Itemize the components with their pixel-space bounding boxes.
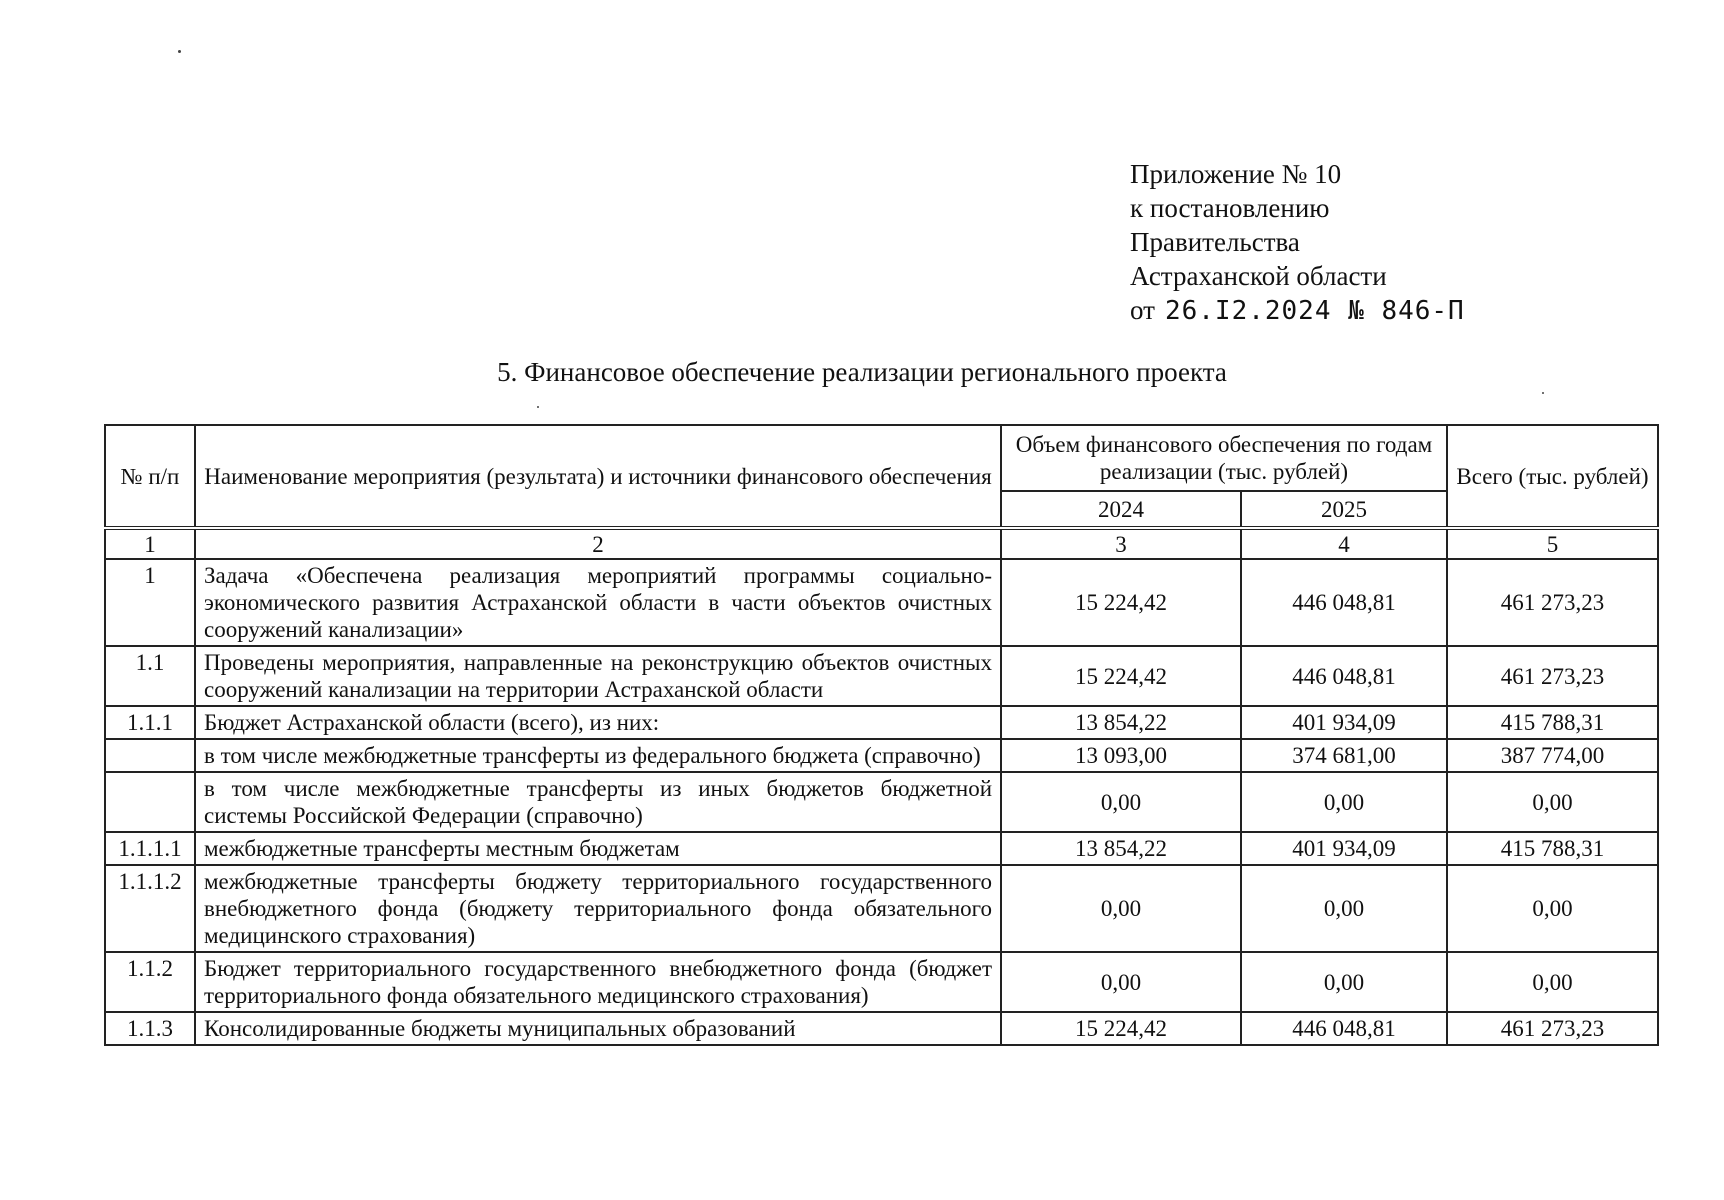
row-value-2025: 446 048,81 [1241, 559, 1447, 646]
row-name: Задача «Обеспечена реализация мероприятий программы социально-экономического развития Астраханской области в части объектов очистных сооружений канализации» [195, 559, 1001, 646]
row-total: 461 273,23 [1447, 1012, 1658, 1045]
appendix-line: Правительства [1130, 227, 1300, 257]
table-row [105, 646, 1658, 706]
header-volume: Объем финансового обеспечения по годам реализации (тыс. рублей) [1001, 425, 1447, 491]
row-total: 461 273,23 [1447, 559, 1658, 646]
column-index: 1 [105, 528, 195, 559]
row-number [105, 772, 195, 832]
header-year-2025: 2025 [1241, 491, 1447, 528]
scan-speck [1542, 392, 1544, 394]
table-row [105, 706, 1658, 739]
row-value-2025: 446 048,81 [1241, 646, 1447, 706]
row-name: Бюджет территориального государственного внебюджетного фонда (бюджет территориального фонда обязательного медицинского страхования) [195, 952, 1001, 1012]
column-index: 2 [195, 528, 1001, 559]
row-number: 1.1.2 [105, 952, 195, 1012]
row-value-2024: 13 093,00 [1001, 739, 1241, 772]
header-year-2024: 2024 [1001, 491, 1241, 528]
row-name: Консолидированные бюджеты муниципальных образований [195, 1012, 1001, 1045]
row-name: межбюджетные трансферты бюджету территориального государственного внебюджетного фонда (бюджету территориального фонда обязательного медицинского страхования) [195, 865, 1001, 952]
row-number: 1.1.1.1 [105, 832, 195, 865]
scan-speck [537, 406, 539, 408]
table-row [105, 865, 1658, 952]
header-total: Всего (тыс. рублей) [1447, 425, 1658, 528]
row-value-2025: 0,00 [1241, 952, 1447, 1012]
scan-speck [178, 50, 181, 53]
table-row [105, 739, 1658, 772]
row-total: 0,00 [1447, 772, 1658, 832]
appendix-block [1130, 157, 1465, 328]
row-name: Бюджет Астраханской области (всего), из них: [195, 706, 1001, 739]
row-number: 1 [105, 559, 195, 646]
row-value-2025: 0,00 [1241, 772, 1447, 832]
row-name: в том числе межбюджетные трансферты из иных бюджетов бюджетной системы Российской Федерации (справочно) [195, 772, 1001, 832]
row-number: 1.1 [105, 646, 195, 706]
row-name: Проведены мероприятия, направленные на реконструкцию объектов очистных сооружений канализации на территории Астраханской области [195, 646, 1001, 706]
row-name: в том числе межбюджетные трансферты из федерального бюджета (справочно) [195, 739, 1001, 772]
row-value-2024: 15 224,42 [1001, 559, 1241, 646]
row-value-2024: 0,00 [1001, 772, 1241, 832]
date-stamp: 26.I2.2024 № 846-П [1164, 296, 1465, 326]
row-total: 415 788,31 [1447, 706, 1658, 739]
row-value-2024: 13 854,22 [1001, 832, 1241, 865]
row-number: 1.1.1 [105, 706, 195, 739]
row-value-2024: 0,00 [1001, 952, 1241, 1012]
row-total: 387 774,00 [1447, 739, 1658, 772]
column-index: 4 [1241, 528, 1447, 559]
row-value-2025: 374 681,00 [1241, 739, 1447, 772]
table-row [105, 559, 1658, 646]
section-title: 5. Финансовое обеспечение реализации регионального проекта [497, 357, 1227, 387]
row-value-2024: 15 224,42 [1001, 646, 1241, 706]
row-value-2025: 446 048,81 [1241, 1012, 1447, 1045]
financing-table [104, 424, 1659, 1046]
row-total: 0,00 [1447, 952, 1658, 1012]
table-row [105, 772, 1658, 832]
header-name: Наименование мероприятия (результата) и источники финансового обеспечения [195, 425, 1001, 528]
table-row [105, 952, 1658, 1012]
row-number: 1.1.1.2 [105, 865, 195, 952]
header-num: № п/п [105, 425, 195, 528]
row-number: 1.1.3 [105, 1012, 195, 1045]
row-value-2025: 401 934,09 [1241, 706, 1447, 739]
row-name: межбюджетные трансферты местным бюджетам [195, 832, 1001, 865]
row-value-2024: 15 224,42 [1001, 1012, 1241, 1045]
table-row [105, 1012, 1658, 1045]
row-value-2024: 0,00 [1001, 865, 1241, 952]
row-total: 0,00 [1447, 865, 1658, 952]
appendix-line: к постановлению [1130, 193, 1330, 223]
appendix-line: Приложение № 10 [1130, 159, 1342, 189]
row-total: 415 788,31 [1447, 832, 1658, 865]
column-index: 3 [1001, 528, 1241, 559]
table-row [105, 832, 1658, 865]
row-value-2025: 401 934,09 [1241, 832, 1447, 865]
appendix-date [1130, 293, 1465, 328]
appendix-line: Астраханской области [1130, 261, 1387, 291]
row-number [105, 739, 195, 772]
date-prefix: от [1130, 295, 1155, 325]
row-value-2025: 0,00 [1241, 865, 1447, 952]
row-total: 461 273,23 [1447, 646, 1658, 706]
column-index: 5 [1447, 528, 1658, 559]
row-value-2024: 13 854,22 [1001, 706, 1241, 739]
